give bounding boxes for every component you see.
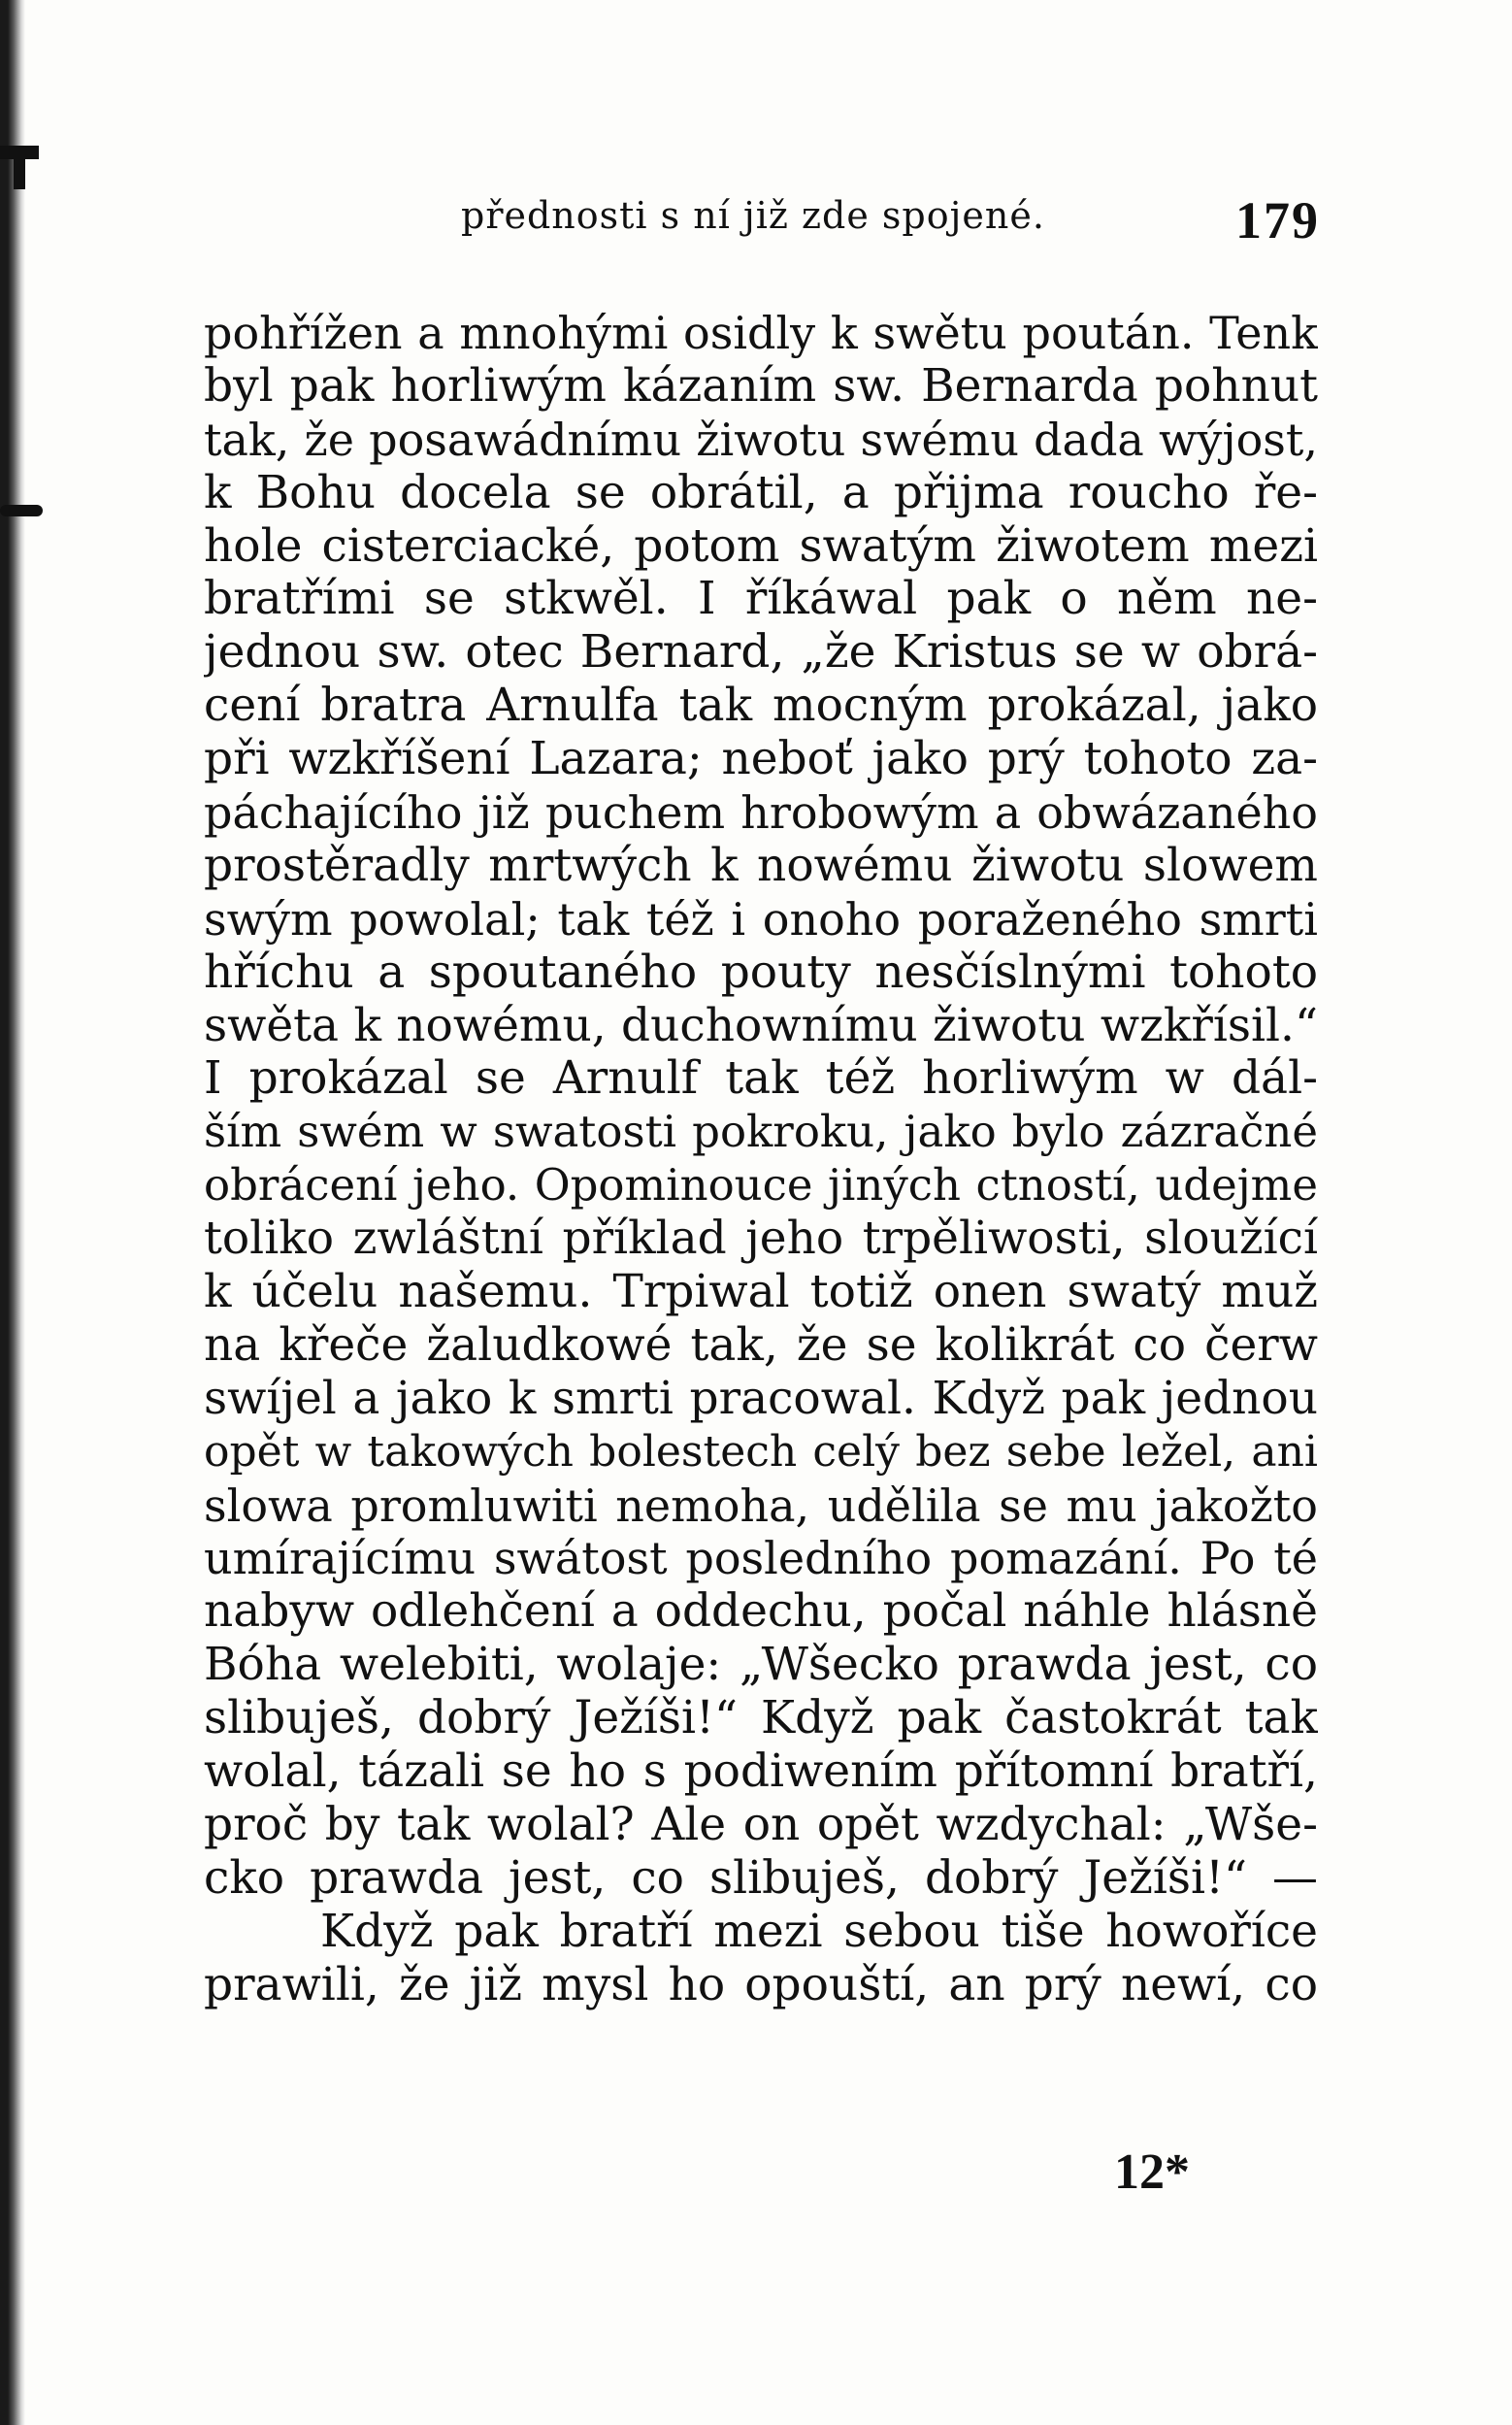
text-line: obrácení jeho. Opominouce jiných ctností, udejme [204,1159,1318,1212]
text-line: slibuješ, dobrý Ježíši!“ Když pak častokrát tak [204,1692,1318,1745]
text-line: ším swém w swatosti pokroku, jako bylo zázračné [204,1106,1318,1158]
text-line: umírajícímu swátost posledního pomazání. Po té [204,1532,1318,1585]
text-line: Když pak bratří mezi sebou tiše howoříce [320,1905,1318,1958]
text-line: bratřími se stkwěl. I říkáwal pak o něm ne- [204,573,1318,626]
body-text [204,307,1318,2012]
text-line: I prokázal se Arnulf tak též horliwým w dál- [204,1052,1318,1106]
text-line: pohřížen a mnohými osidly k swětu poután. Tenk [204,307,1318,359]
text-line: při wzkříšení Lazara; neboť jako prý tohoto za- [204,733,1318,786]
text-line: k účelu našemu. Trpiwal totiž onen swatý muž [204,1266,1318,1319]
text-line: swěta k nowému, duchownímu žiwotu wzkřísil.“ [204,999,1318,1052]
text-line: Bóha welebiti, wolaje: „Wšecko prawda jest, co [204,1639,1318,1692]
text-line: tak, že posawádnímu žiwotu swému dada wýjost, [204,413,1318,466]
text-line: cení bratra Arnulfa tak mocným prokázal, jako [204,680,1318,733]
text-line: wolal, tázali se ho s podiwením přítomní bratří, [204,1745,1318,1799]
binding-edge [0,0,25,2425]
text-line: toliko zwláštní příklad jeho trpěliwosti, sloužící [204,1212,1318,1266]
running-head-text: přednosti s ní již zde spojené. [461,194,1045,237]
text-line: swým powolal; tak též i onoho poraženého smrti [204,892,1318,946]
signature-mark: 12* [1114,2144,1190,2200]
edge-mark [14,150,25,189]
text-line: proč by tak wolal? Ale on opět wzdychal: „Wše- [204,1798,1318,1851]
text-line: swíjel a jako k smrti pracowal. Když pak jednou [204,1372,1318,1425]
text-line: hole cisterciacké, potom swatým žiwotem mezi [204,519,1318,573]
text-line: prawili, že již mysl ho opouští, an prý newí, co [204,1958,1318,2011]
edge-mark [0,505,43,516]
text-line: páchajícího již puchem hrobowým a obwázaného [204,786,1318,840]
text-line: jednou sw. otec Bernard, „že Kristus se w obrá- [204,626,1318,680]
text-line: na křeče žaludkowé tak, že se kolikrát co čerw [204,1318,1318,1372]
text-line: prostěradly mrtwých k nowému žiwotu slowem [204,839,1318,892]
text-line: opět w takowých bolestech celý bez sebe ležel, ani [204,1426,1318,1477]
page-number: 179 [1235,191,1320,249]
text-line: nabyw odlehčení a oddechu, počal náhle hlásně [204,1585,1318,1639]
running-head [204,184,1320,252]
text-line: byl pak horliwým kázaním sw. Bernarda pohnut [204,359,1318,413]
text-line: slowa promluwiti nemoha, udělila se mu jakožto [204,1478,1318,1532]
text-line: hříchu a spoutaného pouty nesčíslnými tohoto [204,946,1318,999]
text-line: k Bohu docela se obrátil, a přijma roucho ře- [204,466,1318,519]
text-line: cko prawda jest, co slibuješ, dobrý Ježíši!“ — [204,1851,1318,1905]
